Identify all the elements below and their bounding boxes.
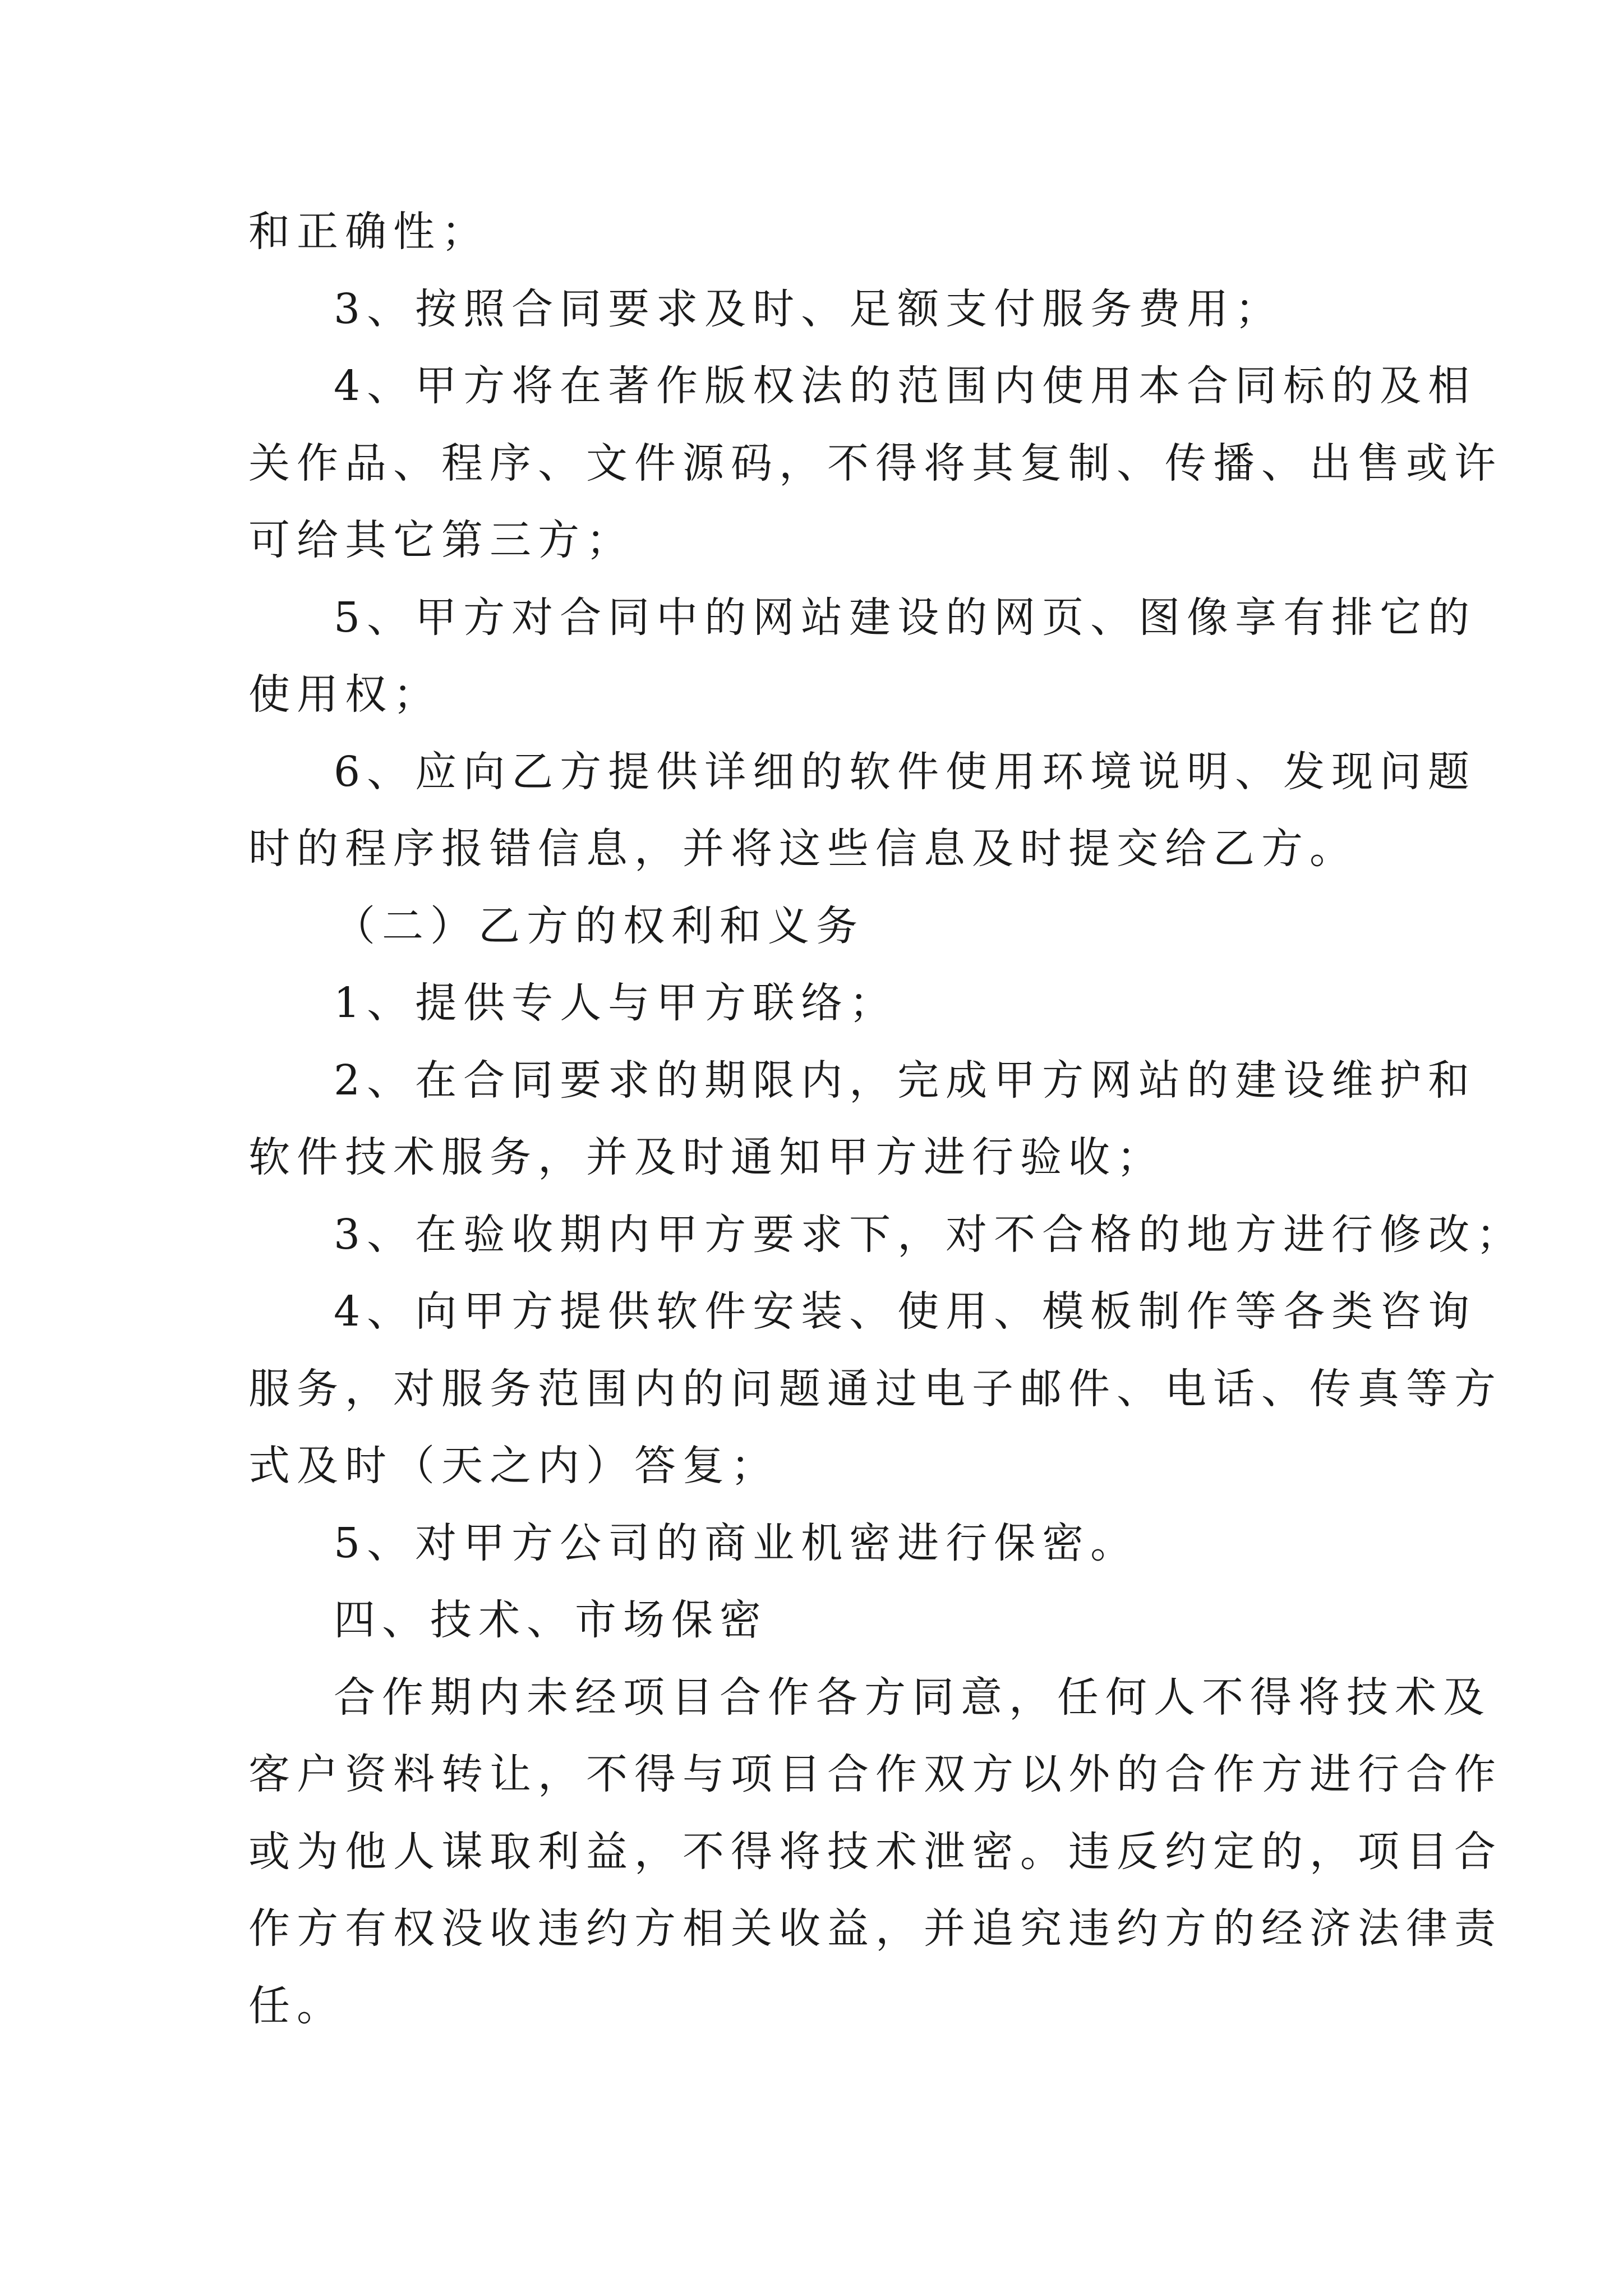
text-line: 和正确性； — [248, 208, 490, 256]
text-line: 4、甲方将在著作版权法的范围内使用本合同标的及相 — [334, 362, 1477, 410]
text-line: 5、对甲方公司的商业机密进行保密。 — [334, 1519, 1139, 1567]
text-line: 关作品、程序、文件源码，不得将其复制、传播、出售或许 — [248, 439, 1502, 487]
text-line: 或为他人谋取利益，不得将技术泄密。违反约定的，项目合 — [248, 1827, 1502, 1876]
section-heading: （二）乙方的权利和义务 — [334, 901, 864, 950]
text-line: 5、甲方对合同中的网站建设的网页、图像享有排它的 — [334, 593, 1477, 642]
text-line: 使用权； — [248, 670, 441, 719]
text-line: 任。 — [248, 1981, 345, 2030]
text-line: 可给其它第三方； — [248, 516, 634, 564]
text-line: 时的程序报错信息，并将这些信息及时提交给乙方。 — [248, 825, 1358, 873]
text-line: 4、向甲方提供软件安装、使用、模板制作等各类咨询 — [334, 1287, 1477, 1336]
text-line: 2、在合同要求的期限内，完成甲方网站的建设维护和 — [334, 1056, 1477, 1105]
text-line: 式及时（天之内）答复； — [248, 1442, 779, 1490]
text-line: 服务，对服务范围内的问题通过电子邮件、电话、传真等方 — [248, 1364, 1502, 1413]
text-line: 客户资料转让，不得与项目合作双方以外的合作方进行合作 — [248, 1750, 1502, 1798]
text-line: 软件技术服务，并及时通知甲方进行验收； — [248, 1133, 1165, 1181]
text-line: 6、应向乙方提供详细的软件使用环境说明、发现问题 — [334, 747, 1477, 796]
section-heading: 四、技术、市场保密 — [334, 1596, 768, 1644]
text-line: 合作期内未经项目合作各方同意，任何人不得将技术及 — [334, 1673, 1491, 1722]
text-line: 3、按照合同要求及时、足额支付服务费用； — [334, 284, 1284, 333]
document-body — [248, 194, 1525, 2045]
text-line: 3、在验收期内甲方要求下，对不合格的地方进行修改； — [334, 1210, 1525, 1259]
text-line: 作方有权没收违约方相关收益，并追究违约方的经济法律责 — [248, 1904, 1502, 1953]
text-line: 1、提供专人与甲方联络； — [334, 979, 898, 1027]
